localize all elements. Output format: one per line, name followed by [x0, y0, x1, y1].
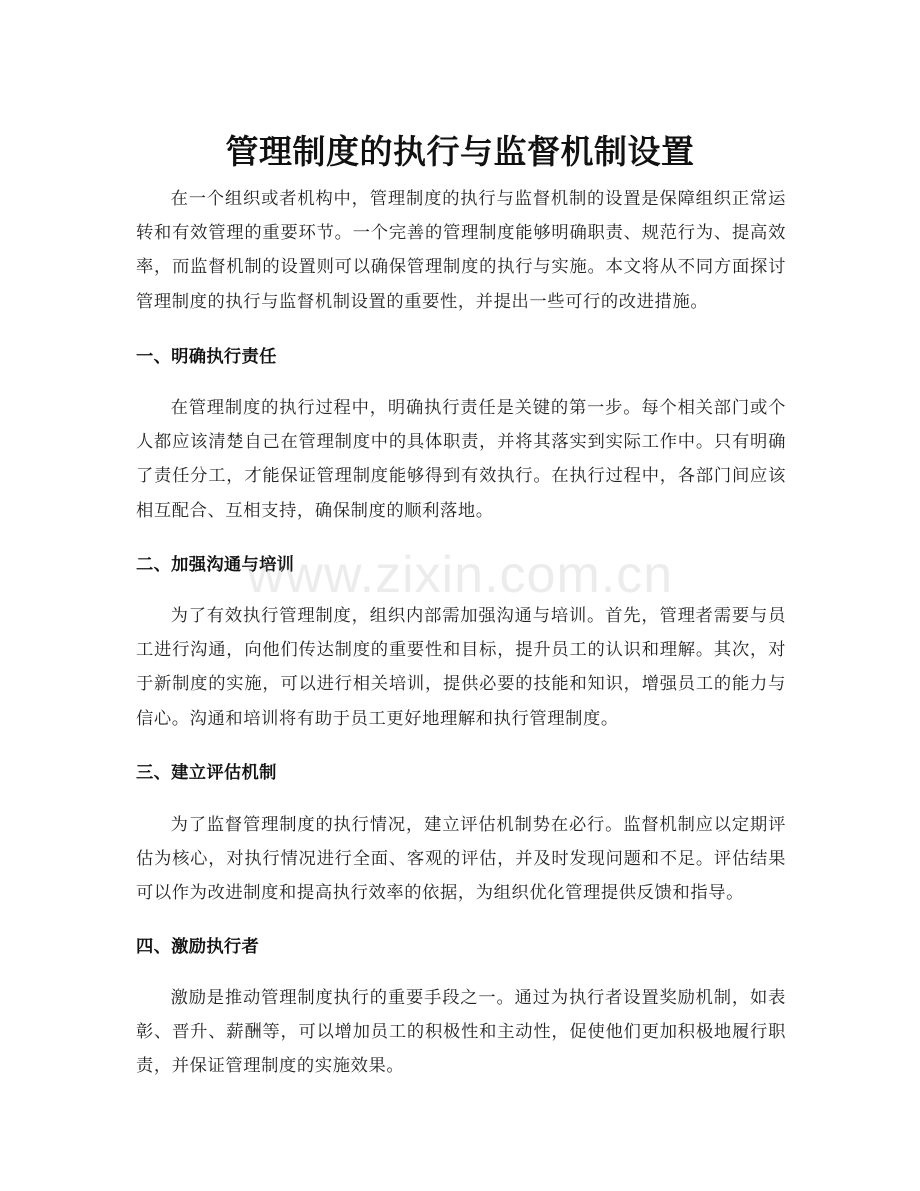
- document-title: 管理制度的执行与监督机制设置: [225, 132, 695, 172]
- section-body-1: 在管理制度的执行过程中，明确执行责任是关键的第一步。每个相关部门或个人都应该清楚自己在管理制度中的具体职责，并将其落实到实际工作中。只有明确了责任分工，才能保证管理制度能够得到有效执行。在执行过程中，各部门间应该相互配合、互相支持，确保制度的顺利落地。: [136, 398, 786, 521]
- section-body-2: 为了有效执行管理制度，组织内部需加强沟通与培训。首先，管理者需要与员工进行沟通，向他们传达制度的重要性和目标，提升员工的认识和理解。其次，对于新制度的实施，可以进行相关培训，提供必要的技能和知识，增强员工的能力与信心。沟通和培训将有助于员工更好地理解和执行管理制度。: [136, 606, 786, 729]
- section-heading-1: 一、明确执行责任: [136, 347, 277, 367]
- section-heading-4: 四、激励执行者: [136, 937, 260, 957]
- section-heading-3: 三、建立评估机制: [136, 763, 277, 783]
- section-heading-2: 二、加强沟通与培训: [136, 555, 295, 575]
- intro-paragraph: 在一个组织或者机构中，管理制度的执行与监督机制的设置是保障组织正常运转和有效管理的重要环节。一个完善的管理制度能够明确职责、规范行为、提高效率，而监督机制的设置则可以确保管理制度的执行与实施。本文将从不同方面探讨管理制度的执行与监督机制设置的重要性，并提出一些可行的改进措施。: [136, 189, 786, 312]
- section-body-4: 激励是推动管理制度执行的重要手段之一。通过为执行者设置奖励机制，如表彰、晋升、薪酬等，可以增加员工的积极性和主动性，促使他们更加积极地履行职责，并保证管理制度的实施效果。: [136, 988, 786, 1077]
- section-body-3: 为了监督管理制度的执行情况，建立评估机制势在必行。监督机制应以定期评估为核心，对执行情况进行全面、客观的评估，并及时发现问题和不足。评估结果可以作为改进制度和提高执行效率的依据，为组织优化管理提供反馈和指导。: [136, 815, 786, 904]
- watermark: www.zixin.com.cn: [246, 546, 674, 604]
